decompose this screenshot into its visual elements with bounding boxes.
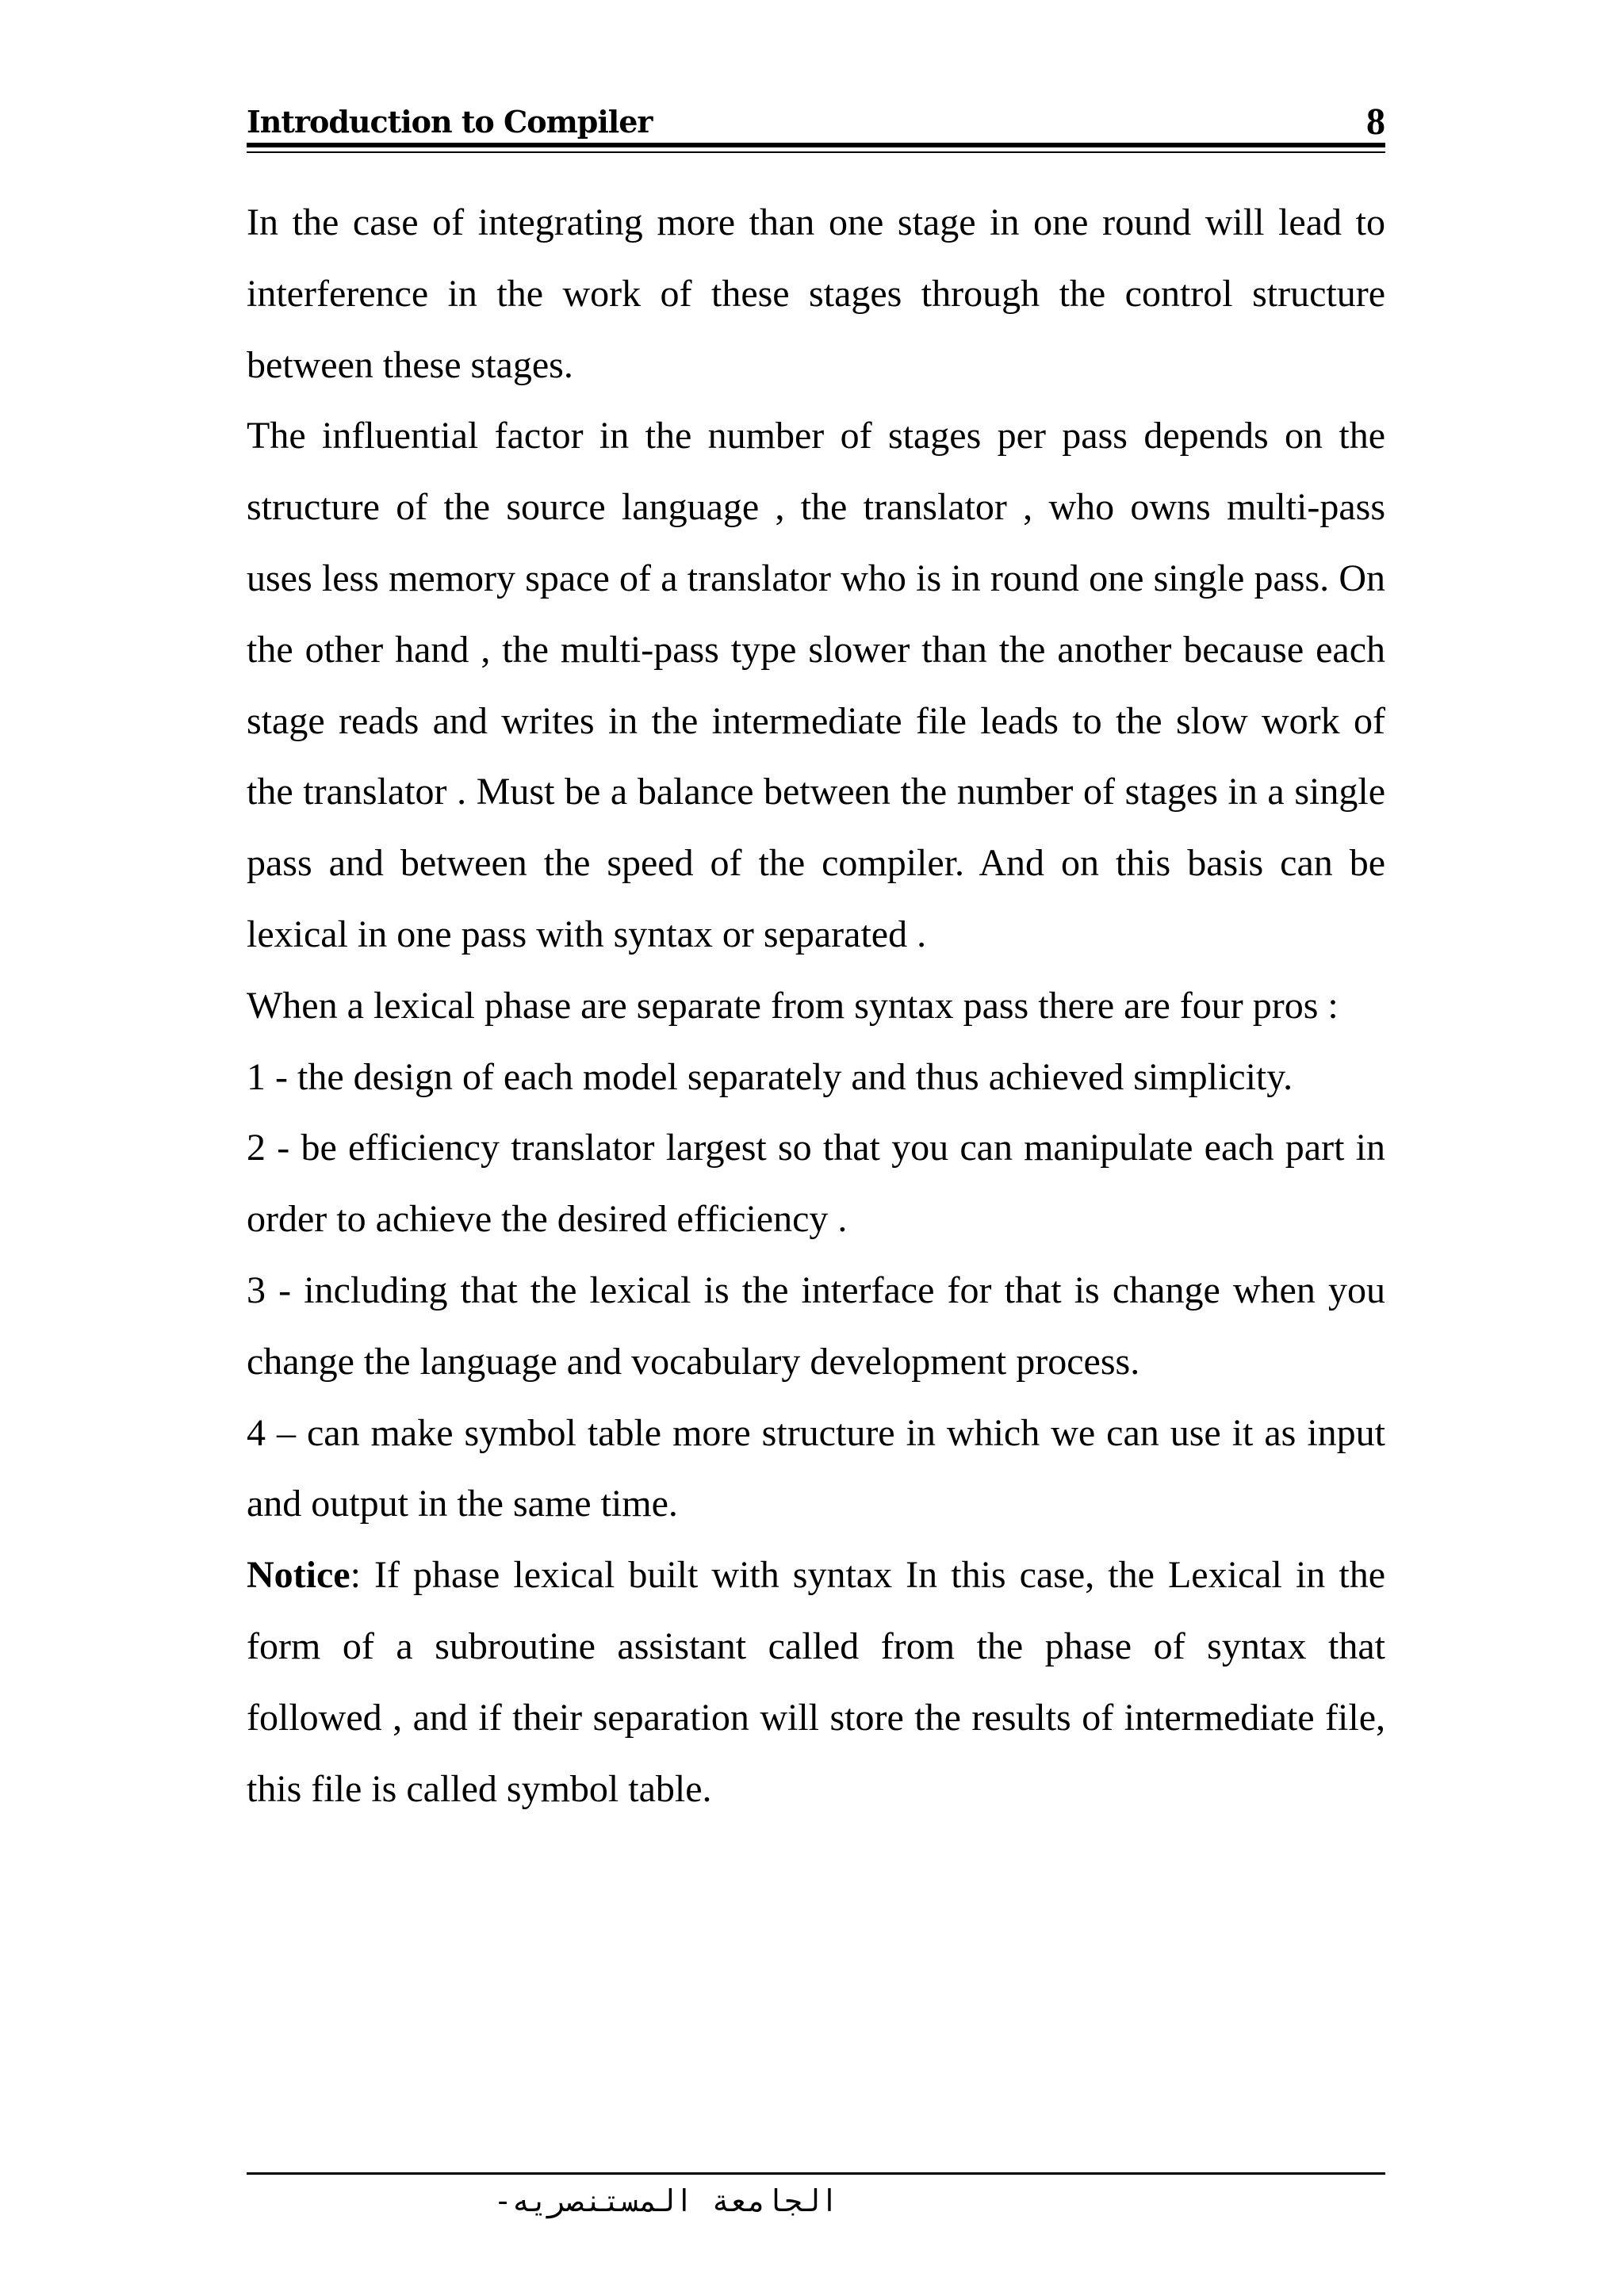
footer-rule [247, 2172, 1385, 2175]
header-rule-thin [247, 151, 1385, 153]
list-item-4: 4 – can make symbol table more structure in which we can use it as input and output in the same time. [247, 1411, 1385, 1525]
header-rule-thick [247, 143, 1385, 147]
notice-label: Notice [247, 1554, 350, 1597]
paragraph-3: When a lexical phase are separate from syntax pass there are four pros : [247, 984, 1339, 1027]
paragraph-1: In the case of integrating more than one stage in one round will lead to interference in the work of these stages through the control structure between these stages. [247, 201, 1385, 386]
page-number: 8 [1366, 101, 1385, 143]
paragraph-2: The influential factor in the number of stages per pass depends on the structure of the source language , the translator , who owns multi-pass uses less memory space of a translator who is in round one single pass. On the other hand , the multi-pass type slower than the another because each stage reads and writes in the intermediate file leads to the slow work of the translator . Must be a balance between the number of stages in a single pass and between the speed of the compiler. And on this basis can be lexical in one pass with syntax or separated . [247, 415, 1385, 955]
notice-text: : If phase lexical built with syntax In this case, the Lexical in the form of a subroutine assistant called from the phase of syntax that followed , and if their separation will store the results of intermediate file, this file is called symbol table. [247, 1554, 1385, 1810]
list-item-1: 1 - the design of each model separately and thus achieved simplicity. [247, 1055, 1293, 1098]
page-header [247, 101, 1385, 143]
notice-paragraph [247, 1540, 1385, 1824]
header-title: Introduction to Compiler [247, 104, 653, 140]
list-item-3: 3 - including that the lexical is the interface for that is change when you change the language and vocabulary development process. [247, 1269, 1385, 1383]
footer-text: الجامعة المستنصريه- [493, 2183, 839, 2218]
body-text [247, 187, 1385, 1824]
list-item-2: 2 - be efficiency translator largest so that you can manipulate each part in order to achieve the desired efficiency . [247, 1127, 1385, 1241]
